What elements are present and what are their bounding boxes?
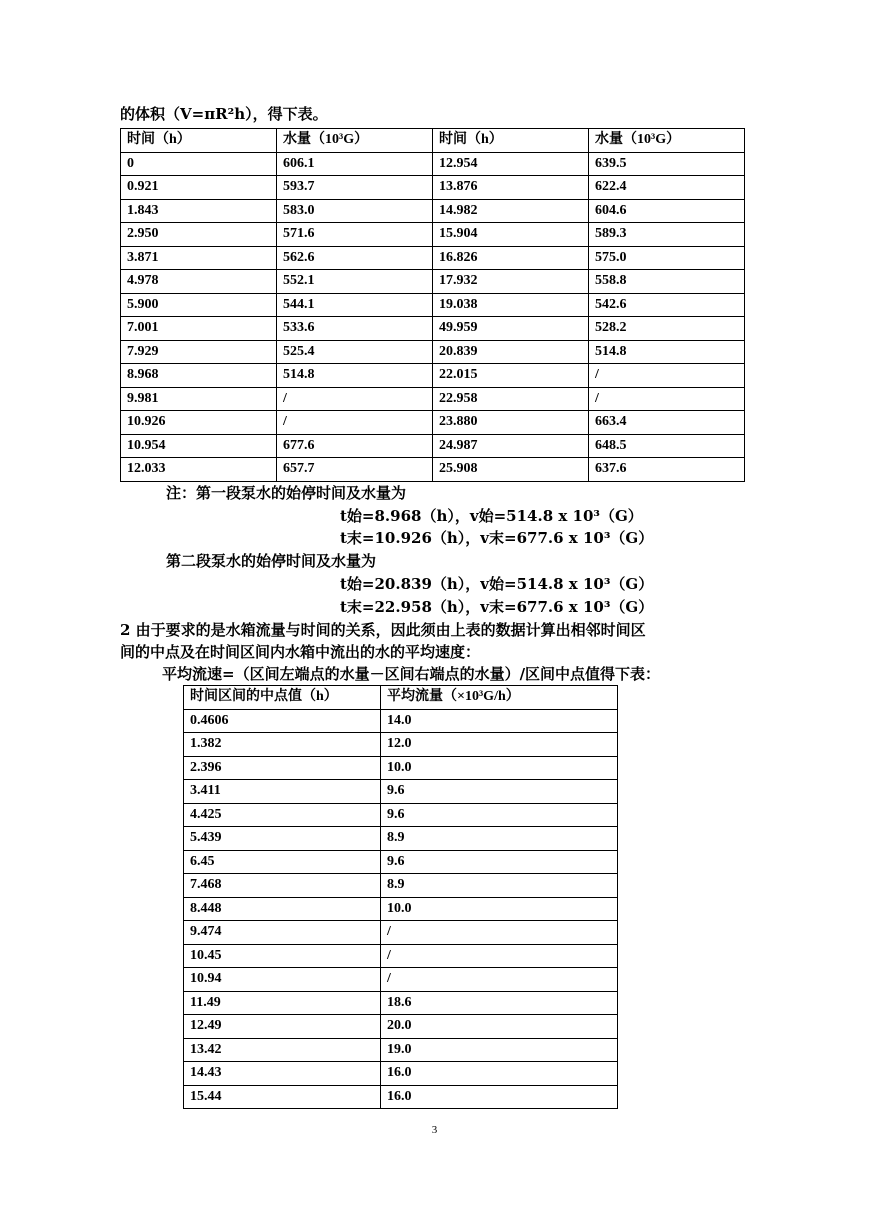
table1-cell: 514.8 bbox=[589, 340, 745, 364]
note-2: 第二段泵水的始停时间及水量为 bbox=[166, 552, 377, 570]
table1-cell: / bbox=[277, 411, 433, 435]
formula-1a: t始=8.968（h），v始=514.8 x 10³（G） bbox=[340, 507, 643, 525]
table2-cell: 10.94 bbox=[184, 968, 381, 992]
table1-header-cell: 水量（10³G） bbox=[277, 129, 433, 153]
table2-cell: 8.9 bbox=[381, 827, 618, 851]
table2-cell: 12.0 bbox=[381, 733, 618, 757]
table1-cell: 575.0 bbox=[589, 246, 745, 270]
table2-cell: / bbox=[381, 944, 618, 968]
table1-cell: 9.981 bbox=[121, 387, 277, 411]
table1-row bbox=[121, 317, 745, 341]
table2-cell: 10.0 bbox=[381, 756, 618, 780]
table2-cell: 15.44 bbox=[184, 1085, 381, 1109]
table1-row bbox=[121, 434, 745, 458]
table2-cell: 8.9 bbox=[381, 874, 618, 898]
table2-row bbox=[184, 756, 618, 780]
page-number: 3 bbox=[431, 1124, 438, 1136]
table2-cell: 7.468 bbox=[184, 874, 381, 898]
table1-row bbox=[121, 176, 745, 200]
table2-cell: 4.425 bbox=[184, 803, 381, 827]
paragraph-2-line-2: 间的中点及在时间区间内水箱中流出的水的平均速度： bbox=[120, 643, 481, 661]
table2-row bbox=[184, 827, 618, 851]
table2-row bbox=[184, 1062, 618, 1086]
table2-cell: 0.4606 bbox=[184, 709, 381, 733]
table1-cell: 10.926 bbox=[121, 411, 277, 435]
table2-cell: 14.43 bbox=[184, 1062, 381, 1086]
table2-cell: 5.439 bbox=[184, 827, 381, 851]
table1-cell: 648.5 bbox=[589, 434, 745, 458]
table2-row bbox=[184, 1085, 618, 1109]
table1-cell: 544.1 bbox=[277, 293, 433, 317]
note-1: 注：第一段泵水的始停时间及水量为 bbox=[166, 484, 407, 502]
table2-row bbox=[184, 897, 618, 921]
table1-cell: 49.959 bbox=[433, 317, 589, 341]
table2-row bbox=[184, 733, 618, 757]
table1-cell: 23.880 bbox=[433, 411, 589, 435]
paragraph-2-line-1: 2 由于要求的是水箱流量与时间的关系，因此须由上表的数据计算出相邻时间区 bbox=[120, 621, 646, 639]
table2-row bbox=[184, 921, 618, 945]
table2-row bbox=[184, 991, 618, 1015]
table2-cell: 3.411 bbox=[184, 780, 381, 804]
paragraph-2-line-3: 平均流速=（区间左端点的水量－区间右端点的水量）/区间中点值得下表： bbox=[162, 665, 661, 683]
table1-row bbox=[121, 458, 745, 482]
table1-cell: 19.038 bbox=[433, 293, 589, 317]
table2-header-cell: 时间区间的中点值（h） bbox=[184, 686, 381, 710]
table1-cell: 622.4 bbox=[589, 176, 745, 200]
table2-cell: 10.45 bbox=[184, 944, 381, 968]
table1-cell: 12.033 bbox=[121, 458, 277, 482]
table1-cell: 663.4 bbox=[589, 411, 745, 435]
table2-cell: 16.0 bbox=[381, 1062, 618, 1086]
table1-cell: 5.900 bbox=[121, 293, 277, 317]
table1-cell: 13.876 bbox=[433, 176, 589, 200]
table2-row bbox=[184, 803, 618, 827]
table1-cell: 514.8 bbox=[277, 364, 433, 388]
table1-header-cell: 时间（h） bbox=[121, 129, 277, 153]
table1-row bbox=[121, 199, 745, 223]
table1-row bbox=[121, 364, 745, 388]
formula-2a: t始=20.839（h），v始=514.8 x 10³（G） bbox=[340, 575, 654, 593]
table1-row bbox=[121, 340, 745, 364]
table1-cell: 15.904 bbox=[433, 223, 589, 247]
table1-cell: 4.978 bbox=[121, 270, 277, 294]
table2-cell: 13.42 bbox=[184, 1038, 381, 1062]
table1-cell: 637.6 bbox=[589, 458, 745, 482]
table2-cell: 9.474 bbox=[184, 921, 381, 945]
formula-1b: t末=10.926（h），v末=677.6 x 10³（G） bbox=[340, 529, 654, 547]
table2-row bbox=[184, 850, 618, 874]
table1-cell: 7.001 bbox=[121, 317, 277, 341]
table1-cell: 583.0 bbox=[277, 199, 433, 223]
table2-cell: 12.49 bbox=[184, 1015, 381, 1039]
table2-cell: 19.0 bbox=[381, 1038, 618, 1062]
table1-cell: 2.950 bbox=[121, 223, 277, 247]
table1-cell: 1.843 bbox=[121, 199, 277, 223]
table2-row bbox=[184, 944, 618, 968]
table1-cell: 562.6 bbox=[277, 246, 433, 270]
table2-cell: 16.0 bbox=[381, 1085, 618, 1109]
table1-cell: 589.3 bbox=[589, 223, 745, 247]
table1-cell: 10.954 bbox=[121, 434, 277, 458]
table1-header-cell: 时间（h） bbox=[433, 129, 589, 153]
table2-cell: 8.448 bbox=[184, 897, 381, 921]
table1-cell: 8.968 bbox=[121, 364, 277, 388]
table2-cell: 6.45 bbox=[184, 850, 381, 874]
table1-cell: 14.982 bbox=[433, 199, 589, 223]
table1-cell: 533.6 bbox=[277, 317, 433, 341]
table1-cell: 24.987 bbox=[433, 434, 589, 458]
table2-cell: / bbox=[381, 921, 618, 945]
table2-row bbox=[184, 709, 618, 733]
table2-cell: 1.382 bbox=[184, 733, 381, 757]
table2-cell: 2.396 bbox=[184, 756, 381, 780]
table1-cell: 571.6 bbox=[277, 223, 433, 247]
table2-row bbox=[184, 968, 618, 992]
table1-cell: / bbox=[277, 387, 433, 411]
table2-cell: 18.6 bbox=[381, 991, 618, 1015]
intro-line: 的体积（V=πR²h），得下表。 bbox=[120, 105, 328, 123]
table2-cell: 10.0 bbox=[381, 897, 618, 921]
table1-row bbox=[121, 293, 745, 317]
table1-cell: 542.6 bbox=[589, 293, 745, 317]
table1-cell: 22.015 bbox=[433, 364, 589, 388]
table1-cell: 677.6 bbox=[277, 434, 433, 458]
table2-row bbox=[184, 1015, 618, 1039]
table2-row bbox=[184, 1038, 618, 1062]
table1-row bbox=[121, 387, 745, 411]
table1-cell: 17.932 bbox=[433, 270, 589, 294]
table1-cell: 525.4 bbox=[277, 340, 433, 364]
table2-cell: / bbox=[381, 968, 618, 992]
table2-cell: 9.6 bbox=[381, 850, 618, 874]
table1-cell: 22.958 bbox=[433, 387, 589, 411]
table1-header-cell: 水量（10³G） bbox=[589, 129, 745, 153]
flow-rate-table bbox=[183, 685, 618, 1109]
table2-cell: 9.6 bbox=[381, 780, 618, 804]
table2-header-row bbox=[184, 686, 618, 710]
table1-row bbox=[121, 270, 745, 294]
table1-cell: 639.5 bbox=[589, 152, 745, 176]
table2-header-cell: 平均流量（×10³G/h） bbox=[381, 686, 618, 710]
table1-cell: / bbox=[589, 387, 745, 411]
table1-cell: 7.929 bbox=[121, 340, 277, 364]
table2-cell: 14.0 bbox=[381, 709, 618, 733]
table1-cell: 657.7 bbox=[277, 458, 433, 482]
table1-cell: 604.6 bbox=[589, 199, 745, 223]
table1-cell: 558.8 bbox=[589, 270, 745, 294]
table1-cell: 3.871 bbox=[121, 246, 277, 270]
table1-cell: 25.908 bbox=[433, 458, 589, 482]
table1-header-row bbox=[121, 129, 745, 153]
table1-cell: 20.839 bbox=[433, 340, 589, 364]
table2-row bbox=[184, 780, 618, 804]
table1-row bbox=[121, 246, 745, 270]
table1-cell: 606.1 bbox=[277, 152, 433, 176]
table2-row bbox=[184, 874, 618, 898]
formula-2b: t末=22.958（h），v末=677.6 x 10³（G） bbox=[340, 598, 654, 616]
table1-row bbox=[121, 411, 745, 435]
table2-cell: 11.49 bbox=[184, 991, 381, 1015]
table1-cell: 0 bbox=[121, 152, 277, 176]
table1-cell: 12.954 bbox=[433, 152, 589, 176]
table2-cell: 9.6 bbox=[381, 803, 618, 827]
table1-cell: 593.7 bbox=[277, 176, 433, 200]
table1-row bbox=[121, 152, 745, 176]
table2-cell: 20.0 bbox=[381, 1015, 618, 1039]
water-volume-table bbox=[120, 128, 745, 482]
table1-cell: 16.826 bbox=[433, 246, 589, 270]
table1-cell: 528.2 bbox=[589, 317, 745, 341]
table1-cell: 552.1 bbox=[277, 270, 433, 294]
table1-row bbox=[121, 223, 745, 247]
table1-cell: / bbox=[589, 364, 745, 388]
table1-cell: 0.921 bbox=[121, 176, 277, 200]
